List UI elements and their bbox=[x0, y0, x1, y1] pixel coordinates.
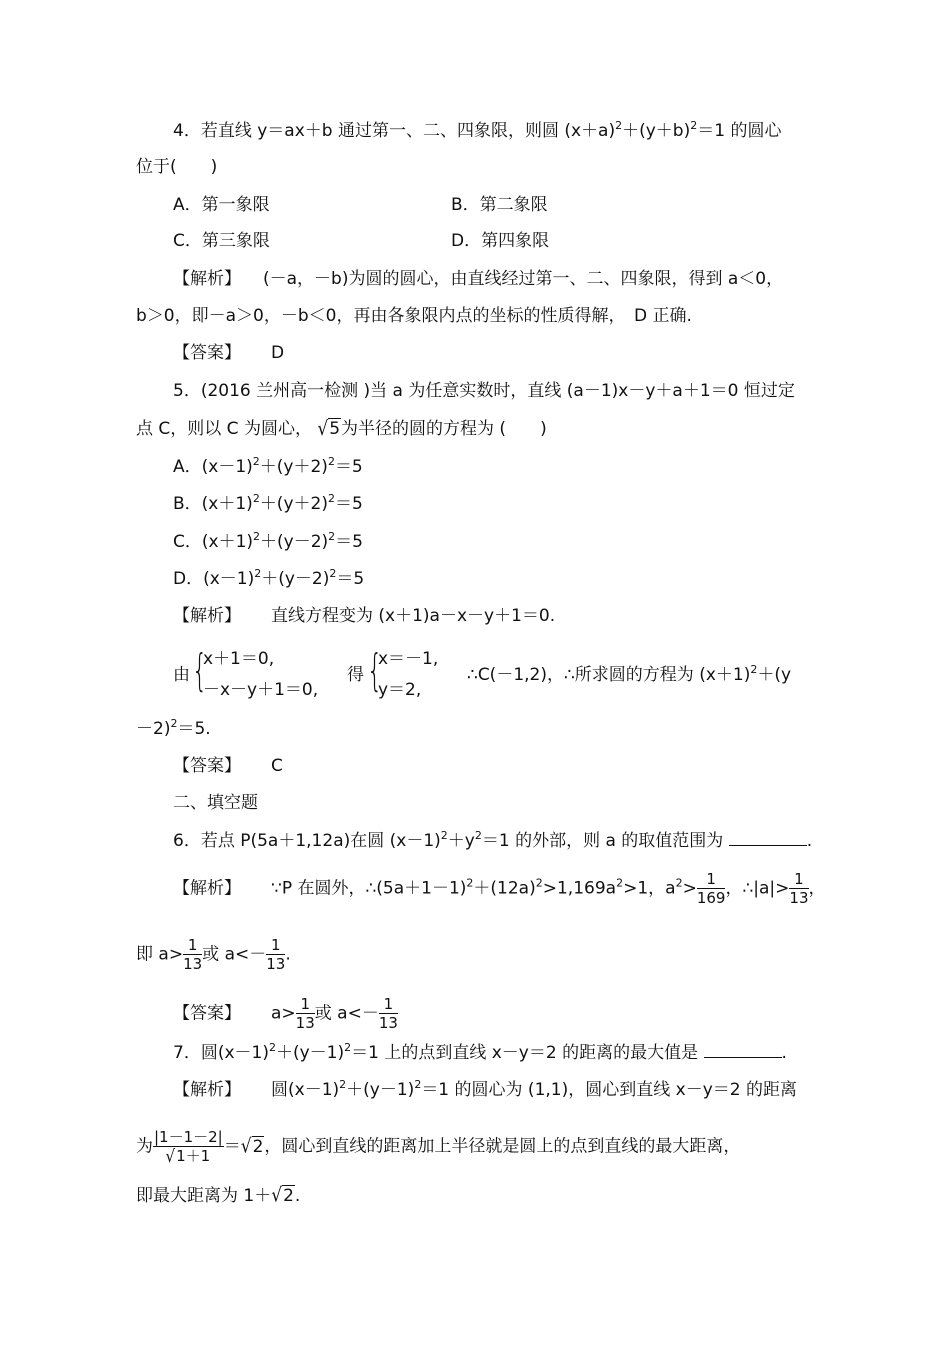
q5-by-label: 由 bbox=[173, 665, 190, 685]
analysis-label: 【解析】 bbox=[173, 269, 241, 289]
q5-option-d: D．$(x-1)^2+(y-2)^2=5$ bbox=[173, 567, 365, 589]
fraction: $\frac{1}{13}$ bbox=[789, 870, 809, 907]
analysis-label: 【解析】 bbox=[173, 878, 241, 899]
fraction: $\frac{1}{13}$ bbox=[183, 936, 203, 973]
answer-blank bbox=[729, 831, 807, 846]
q5-option-b: B．$(x+1)^2+(y+2)^2=5$ bbox=[173, 492, 363, 514]
fraction: $\frac{1}{13}$ bbox=[266, 936, 286, 973]
analysis-label: 【解析】 bbox=[173, 606, 241, 626]
section-heading: 二、填空题 bbox=[173, 793, 258, 813]
fraction: $\frac{1}{13}$ bbox=[295, 995, 315, 1032]
q4-option-c: C．第三象限 bbox=[173, 231, 270, 251]
sqrt: √1＋1 bbox=[165, 1145, 211, 1167]
system2-row2: y＝2, bbox=[378, 680, 422, 700]
left-brace: { bbox=[192, 645, 208, 696]
q7-analysis-line3: 即最大距离为 1＋√2. bbox=[136, 1184, 301, 1208]
answer-label: 【答案】 bbox=[173, 343, 241, 363]
q4-stem-line1: 4．若直线 y＝ax＋b 通过第一、二、四象限，则圆 $(x+a)^2+(y+b)^2=1$ 的圆心 bbox=[173, 119, 782, 141]
q4-answer: 【答案】 D bbox=[173, 343, 285, 363]
q5-stem-line2: 点 C，则以 C 为圆心， √5为半径的圆的方程为 ( ) bbox=[136, 417, 547, 441]
q4-analysis-line1: 【解析】 (－a，－b)为圆的圆心，由直线经过第一、二、四象限，得到 a＜0， bbox=[173, 269, 784, 289]
sqrt-5: √5 bbox=[317, 417, 341, 441]
q5-conclusion-line2: －2)$^2$＝5. bbox=[136, 717, 211, 739]
q5-stem-line1: 5．(2016 兰州高一检测 )当 a 为任意实数时，直线 (a－1)x－y＋a＋1＝0 恒过定 bbox=[173, 381, 795, 401]
system1-row2: －x－y＋1＝0, bbox=[203, 680, 319, 700]
q6-stem: 6．若点 P(5a＋1,12a)在圆 $(x-1)^2+y^2=1$ 的外部，则 a 的取值范围为 . bbox=[173, 829, 813, 851]
system1-row1: x＋1＝0, bbox=[203, 649, 275, 669]
answer-label: 【答案】 bbox=[173, 1003, 241, 1024]
q4-stem-line2: 位于( ) bbox=[136, 157, 218, 177]
fraction: $\frac{1}{169}$ bbox=[696, 870, 726, 907]
q7-analysis-line2: 为 $\frac{|1-1-2|}{√1+1}$ ＝√2，圆心到直线的距离加上半径就是圆上的点到直线的最大距离， bbox=[136, 1128, 741, 1167]
q5-analysis-line1: 【解析】 直线方程变为 (x＋1)a－x－y＋1＝0. bbox=[173, 606, 556, 626]
q5-answer: 【答案】 C bbox=[173, 756, 283, 776]
q4-option-d: D．第四象限 bbox=[451, 231, 550, 251]
fraction: $\frac{|1-1-2|}{√1+1}$ bbox=[154, 1128, 223, 1167]
q5-option-a: A．$(x-1)^2+(y+2)^2=5$ bbox=[173, 455, 363, 477]
answer-label: 【答案】 bbox=[173, 756, 241, 776]
left-brace: { bbox=[367, 645, 383, 696]
q6-analysis-line2: 即 a> $\frac{1}{13}$ 或 a<－ $\frac{1}{13}$ . bbox=[136, 936, 291, 973]
system2-row1: x＝－1, bbox=[378, 649, 439, 669]
q7-stem: 7．圆$(x-1)^2+(y-1)^2=1$ 上的点到直线 x－y＝2 的距离的最大值是 . bbox=[173, 1041, 787, 1063]
q4-option-a: A．第一象限 bbox=[173, 195, 270, 215]
sqrt-2: √2 bbox=[271, 1184, 294, 1208]
q7-analysis-line1: 【解析】 圆$(x-1)^2+(y-1)^2=1$ 的圆心为 (1,1)，圆心到直线 x－y＝2 的距离 bbox=[173, 1078, 797, 1100]
sqrt-2: √2 bbox=[240, 1135, 264, 1158]
q5-option-c: C．$(x+1)^2+(y-2)^2=5$ bbox=[173, 530, 363, 552]
q4-option-b: B．第二象限 bbox=[451, 195, 548, 215]
q6-analysis-line1: 【解析】 ∵P 在圆外，$\therefore(5a+1-1)^2+(12a)^2>1,169a^2>1$，$a^2>$ $\frac{1}{169}$ ，∴|a|> $\frac{1}{13}$ ， bbox=[173, 870, 826, 907]
q4-analysis-line2: b＞0，即－a＞0，－b＜0，再由各象限内点的坐标的性质得解， D 正确. bbox=[136, 306, 692, 326]
q5-get-label: 得 bbox=[347, 665, 364, 685]
answer-blank bbox=[704, 1043, 782, 1058]
q6-answer: 【答案】 a> $\frac{1}{13}$ 或 a<－ $\frac{1}{13}$ bbox=[173, 995, 398, 1032]
q5-conclusion: ∴C(－1,2)，∴所求圆的方程为 $(x+1)^2+(y$ bbox=[467, 663, 792, 685]
fraction: $\frac{1}{13}$ bbox=[378, 995, 398, 1032]
analysis-label: 【解析】 bbox=[173, 1080, 241, 1100]
